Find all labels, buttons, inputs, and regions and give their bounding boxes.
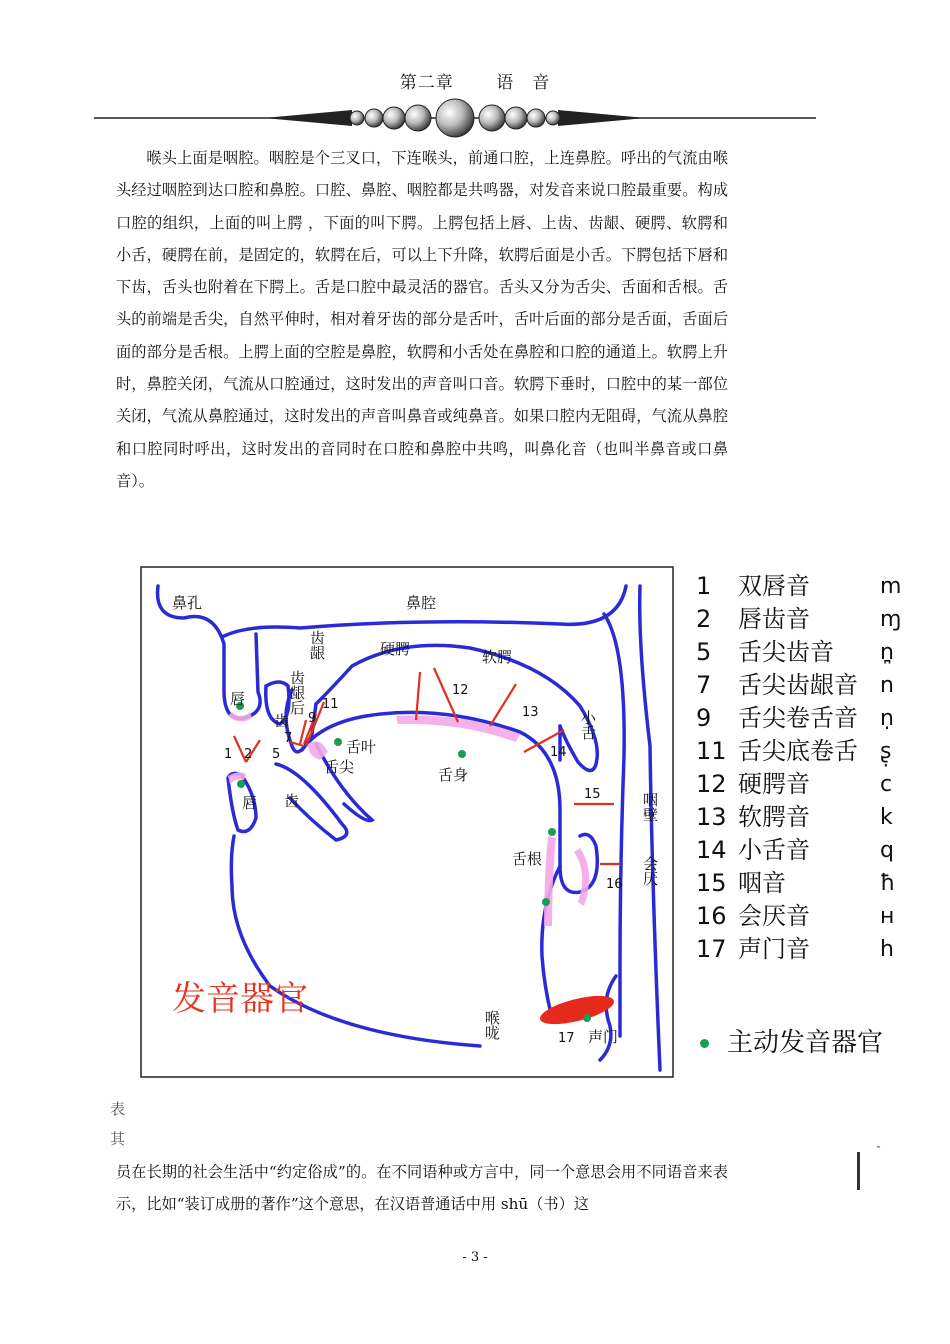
- label-hard-palate: 硬腭: [380, 640, 411, 658]
- body-paragraph-2: 员在长期的社会生活中“约定俗成”的。在不同语种或方言中，同一个意思会用不同语音来表示，比如“装订成册的著作”这个意思，在汉语普通话中用 shū（书）这: [116, 1163, 728, 1213]
- label-nasal-cavity: 鼻腔: [406, 594, 437, 612]
- legend-symbol: q: [880, 838, 894, 863]
- num-9: 9: [308, 711, 317, 726]
- legend-symbol: ɱ: [880, 607, 902, 632]
- text-fragment: 其: [110, 1130, 126, 1148]
- legend-symbol: m: [880, 574, 902, 599]
- legend-symbol: n: [880, 673, 894, 698]
- legend-name: 小舌音: [738, 836, 810, 864]
- legend-name: 声门音: [738, 935, 810, 963]
- legend-symbol: ħ: [880, 871, 896, 896]
- num-13: 13: [522, 705, 539, 720]
- page-number: - 3 -: [462, 1250, 488, 1265]
- label-glottis: 声门: [588, 1028, 619, 1046]
- legend-num: 12: [696, 770, 727, 798]
- label-epiglottis: 会厌: [641, 856, 659, 886]
- num-5: 5: [272, 747, 281, 762]
- legend-num: 11: [696, 737, 727, 765]
- section-label: 语 音: [496, 73, 551, 93]
- legend-name: 舌尖齿音: [738, 638, 834, 666]
- margin-mark: ˜: [876, 1146, 881, 1157]
- legend-symbol: ʜ: [880, 904, 895, 929]
- legend-num: 2: [696, 605, 712, 633]
- legend-name: 咽音: [738, 869, 786, 897]
- legend-num: 7: [696, 671, 712, 699]
- legend-num: 13: [696, 803, 727, 831]
- text-fragment: 表: [110, 1100, 126, 1118]
- label-tooth-lower: 齿: [284, 792, 300, 810]
- body-paragraph-1: 喉头上面是咽腔。咽腔是个三叉口，下连喉头，前通口腔，上连鼻腔。呼出的气流由喉头经过咽腔到达口腔和鼻腔。口腔、鼻腔、咽腔都是共鸣器，对发音来说口腔最重要。构成口腔的组织，上面的叫上腭 ，下面的叫下腭。上腭包括上唇、上齿、齿龈、硬腭、软腭和小舌，硬腭在前，是固定的，软腭在后，可以上下升降，软腭后面是小舌。下腭包括下唇和下齿，舌头也附着在下腭上。舌是口腔中最灵活的器官。舌头又分为舌尖、舌面和舌根。舌头的前端是舌尖，自然平伸时，相对着牙齿的部分是舌叶，舌叶后面的部分是舌面，舌面后面的部分是舌根。上腭上面的空腔是鼻腔，软腭和小舌处在鼻腔和口腔的通道上。软腭上升时，鼻腔关闭，气流从口腔通过，这时发出的声音叫口音。软腭下垂时，口腔中的某一部位关闭，气流从鼻腔通过，这时发出的声音叫鼻音或纯鼻音。如果口腔内无阻碍，气流从鼻腔和口腔同时呼出，这时发出的音同时在口腔和鼻腔中共鸣，叫鼻化音（也叫半鼻音或口鼻音）。: [116, 149, 728, 490]
- legend-name: 硬腭音: [738, 770, 810, 798]
- figure-title: 发音器官: [172, 979, 308, 1019]
- label-nostril: 鼻孔: [172, 594, 203, 612]
- num-1: 1: [224, 747, 233, 762]
- legend-num: 17: [696, 935, 727, 963]
- label-larynx: 喉咙: [483, 1010, 501, 1040]
- chapter-label: 第二章: [399, 73, 454, 93]
- label-tip: 舌尖: [324, 758, 355, 776]
- num-2: 2: [244, 747, 253, 762]
- legend-num: 9: [696, 704, 712, 732]
- legend-num: 5: [696, 638, 712, 666]
- legend-name: 舌尖底卷舌: [738, 737, 858, 765]
- legend-name: 舌尖卷舌音: [738, 704, 858, 732]
- legend-symbol: ṇ: [880, 706, 894, 731]
- legend-name: 软腭音: [738, 803, 810, 831]
- legend-num: 15: [696, 869, 727, 897]
- header-ornament: [94, 96, 816, 142]
- legend-name: 双唇音: [738, 572, 810, 600]
- label-lip-lower: 唇: [242, 794, 258, 812]
- label-pharynx-wall: 咽壁: [641, 792, 659, 822]
- label-tooth-upper: 齿: [274, 712, 290, 730]
- legend-symbol: c: [880, 772, 893, 797]
- legend-num: 14: [696, 836, 727, 864]
- label-root: 舌根: [512, 850, 543, 868]
- num-12: 12: [452, 683, 469, 698]
- num-11: 11: [322, 697, 339, 712]
- legend-key: [700, 1022, 883, 1059]
- chapter-header: [0, 68, 950, 93]
- label-body: 舌身: [438, 766, 469, 784]
- legend-name: 会厌音: [738, 902, 810, 930]
- label-soft-palate: 软腭: [482, 648, 513, 666]
- legend-symbol: n̪: [880, 640, 894, 665]
- num-16: 16: [606, 877, 623, 892]
- legend-name: 舌尖齿龈音: [738, 671, 858, 699]
- legend-symbol: k: [880, 805, 893, 830]
- num-17: 17: [558, 1031, 575, 1046]
- label-uvula: 小舌: [579, 710, 597, 740]
- num-7: 7: [284, 731, 293, 746]
- label-lip-upper: 唇: [230, 690, 246, 708]
- legend-key-label: 主动发音器官: [727, 1028, 884, 1058]
- green-dot-icon: [700, 1039, 709, 1048]
- label-blade: 舌叶: [346, 738, 377, 756]
- margin-bar: [857, 1152, 860, 1190]
- legend-symbol: ʂ̣: [880, 739, 892, 764]
- label-post-alveolar: 齿龈后: [288, 670, 306, 715]
- num-14: 14: [550, 745, 567, 760]
- legend-num: 1: [696, 572, 712, 600]
- legend-num: 16: [696, 902, 727, 930]
- legend-name: 唇齿音: [738, 605, 810, 633]
- legend-symbol: h: [880, 937, 894, 962]
- label-alveolar-ridge: 齿龈: [308, 630, 326, 660]
- num-15: 15: [584, 787, 601, 802]
- speech-organs-diagram: [140, 566, 676, 1080]
